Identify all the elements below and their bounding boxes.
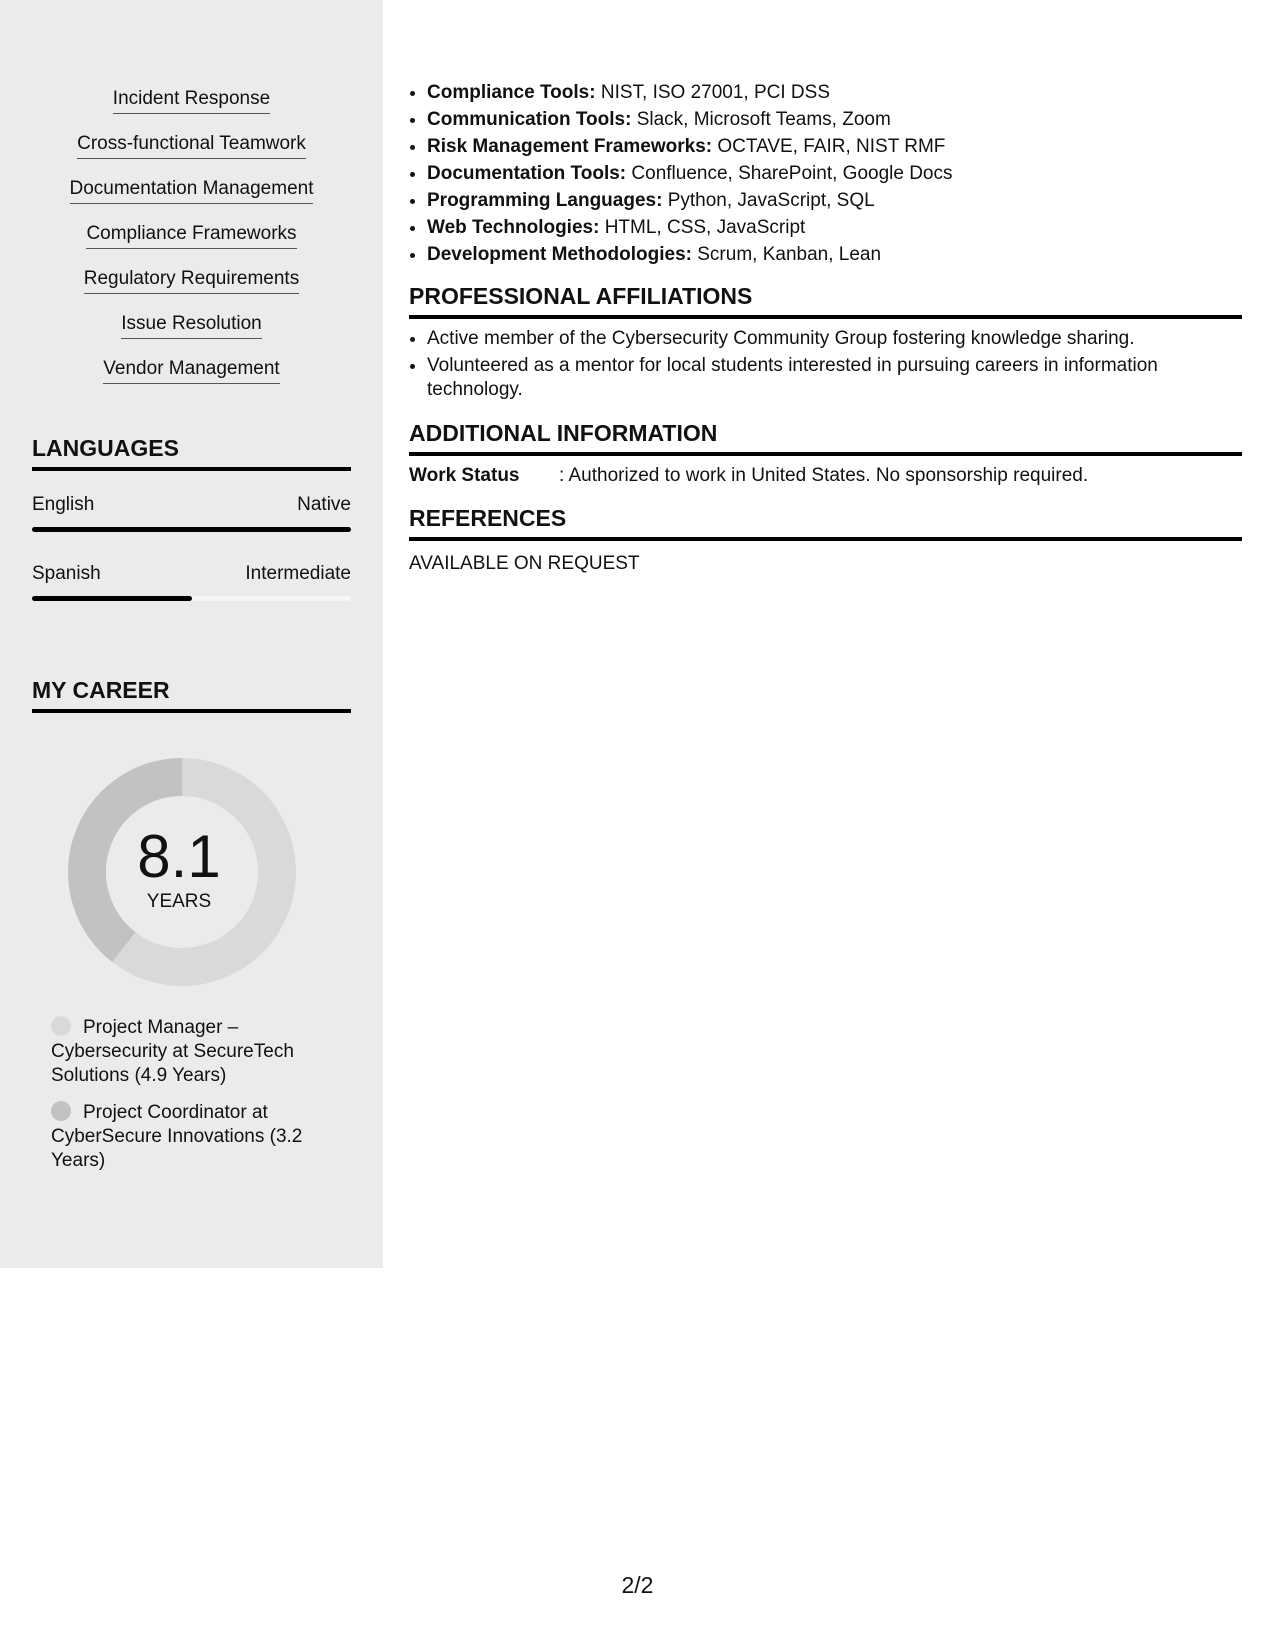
skill-item: Issue Resolution bbox=[0, 311, 383, 356]
sidebar bbox=[0, 0, 383, 1268]
career-role-item: Project Manager – Cybersecurity at SecureTech Solutions (4.9 Years) bbox=[51, 1017, 294, 1086]
technical-skill-item: • Risk Management Frameworks: OCTAVE, FAIR, NIST RMF bbox=[427, 133, 1242, 160]
page-number: 2/2 bbox=[621, 1572, 654, 1598]
skill-item: Vendor Management bbox=[0, 356, 383, 401]
technical-skill-item: • Programming Languages: Python, JavaScript, SQL bbox=[427, 187, 1242, 214]
language-name: English bbox=[32, 494, 95, 515]
technical-skills-list bbox=[409, 79, 1242, 268]
language-level: Intermediate bbox=[245, 563, 351, 584]
skill-item: Cross-functional Teamwork bbox=[0, 131, 383, 176]
language-english bbox=[32, 492, 351, 532]
language-bar-fill bbox=[32, 527, 351, 532]
affiliation-item: • Active member of the Cybersecurity Community Group fostering knowledge sharing. bbox=[427, 327, 1242, 351]
career-heading: MY CAREER bbox=[32, 675, 351, 713]
references-text: AVAILABLE ON REQUEST bbox=[409, 553, 640, 574]
career-role-item: Project Coordinator at CyberSecure Innovations (3.2 Years) bbox=[51, 1102, 303, 1171]
work-status-label: Work Status bbox=[409, 465, 520, 486]
references-heading: REFERENCES bbox=[409, 503, 1242, 541]
legend-dot-icon bbox=[51, 1016, 71, 1036]
additional-info-heading: ADDITIONAL INFORMATION bbox=[409, 418, 1242, 456]
skill-item: Documentation Management bbox=[0, 176, 383, 221]
language-bar bbox=[32, 596, 351, 601]
technical-skill-item: • Communication Tools: Slack, Microsoft Teams, Zoom bbox=[427, 106, 1242, 133]
career-total-unit: YEARS bbox=[146, 891, 212, 912]
language-spanish bbox=[32, 561, 351, 601]
work-status-value: : Authorized to work in United States. No sponsorship required. bbox=[559, 465, 1089, 486]
affiliation-item: • Volunteered as a mentor for local students interested in pursuing careers in information technology. bbox=[427, 354, 1242, 402]
skill-item: Incident Response bbox=[0, 86, 383, 131]
career-roles bbox=[51, 1016, 311, 1186]
skill-item: Compliance Frameworks bbox=[0, 221, 383, 266]
skills-list bbox=[0, 86, 383, 401]
legend-dot-icon bbox=[51, 1101, 71, 1121]
language-bar-fill bbox=[32, 596, 192, 601]
technical-skill-item: • Web Technologies: HTML, CSS, JavaScript bbox=[427, 214, 1242, 241]
affiliations-list bbox=[409, 327, 1242, 402]
language-name: Spanish bbox=[32, 563, 101, 584]
technical-skill-item: • Documentation Tools: Confluence, SharePoint, Google Docs bbox=[427, 160, 1242, 187]
affiliations-heading: PROFESSIONAL AFFILIATIONS bbox=[409, 281, 1242, 319]
technical-skill-item: • Development Methodologies: Scrum, Kanban, Lean bbox=[427, 241, 1242, 268]
main-content bbox=[409, 79, 1242, 577]
technical-skill-item: • Compliance Tools: NIST, ISO 27001, PCI DSS bbox=[427, 79, 1242, 106]
career-total-years: 8.1 bbox=[137, 823, 221, 890]
skill-item: Regulatory Requirements bbox=[0, 266, 383, 311]
languages-heading: LANGUAGES bbox=[32, 433, 351, 471]
language-bar bbox=[32, 527, 351, 532]
work-status-row bbox=[409, 463, 1242, 489]
language-level: Native bbox=[297, 494, 351, 515]
